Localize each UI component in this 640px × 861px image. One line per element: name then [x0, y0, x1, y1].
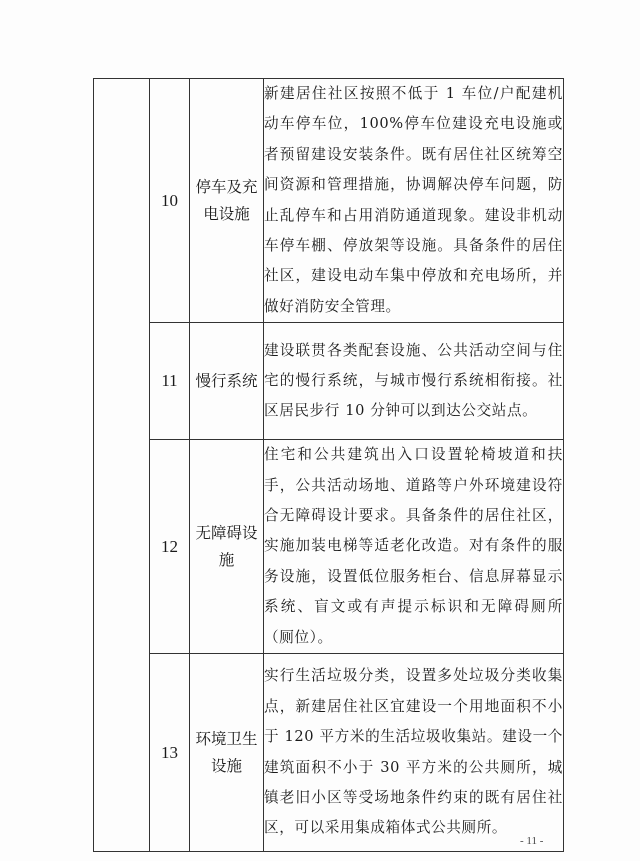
page-number: - 11 - — [520, 835, 544, 847]
table-row — [94, 440, 564, 654]
row-number: 13 — [150, 654, 190, 852]
item-description: 实行生活垃圾分类，设置多处垃圾分类收集点，新建居住社区宜建设一个用地面积不小于 120 平方米的生活垃圾收集站。建设一个建筑面积不小于 30 平方米的公共厕所，城镇老旧小区等受场地条件约束的既有居住社区，可以采用集成箱体式公共厕所。 — [264, 654, 564, 852]
row-number: 12 — [150, 440, 190, 654]
item-description: 住宅和公共建筑出入口设置轮椅坡道和扶手，公共活动场地、道路等户外环境建设符合无障碍设计要求。具备条件的居住社区，实施加装电梯等适老化改造。对有条件的服务设施，设置低位服务柜台、信息屏幕显示系统、盲文或有声提示标识和无障碍厕所（厕位）。 — [264, 440, 564, 654]
facility-standards-table — [93, 78, 564, 852]
item-name: 环境卫生设施 — [190, 654, 264, 852]
row-number: 10 — [150, 79, 190, 323]
item-name: 停车及充电设施 — [190, 79, 264, 323]
item-name: 慢行系统 — [190, 323, 264, 440]
row-number: 11 — [150, 323, 190, 440]
table-row — [94, 79, 564, 323]
table-row — [94, 323, 564, 440]
table-row — [94, 654, 564, 852]
item-name: 无障碍设施 — [190, 440, 264, 654]
item-description: 新建居住社区按照不低于 1 车位/户配建机动车停车位，100%停车位建设充电设施或者预留建设安装条件。既有居住社区统筹空间资源和管理措施，协调解决停车问题，防止乱停车和占用消防通道现象。建设非机动车停车棚、停放架等设施。具备条件的居住社区，建设电动车集中停放和充电场所，并做好消防安全管理。 — [264, 79, 564, 323]
category-cell — [94, 79, 150, 852]
item-description: 建设联贯各类配套设施、公共活动空间与住宅的慢行系统，与城市慢行系统相衔接。社区居民步行 10 分钟可以到达公交站点。 — [264, 323, 564, 440]
